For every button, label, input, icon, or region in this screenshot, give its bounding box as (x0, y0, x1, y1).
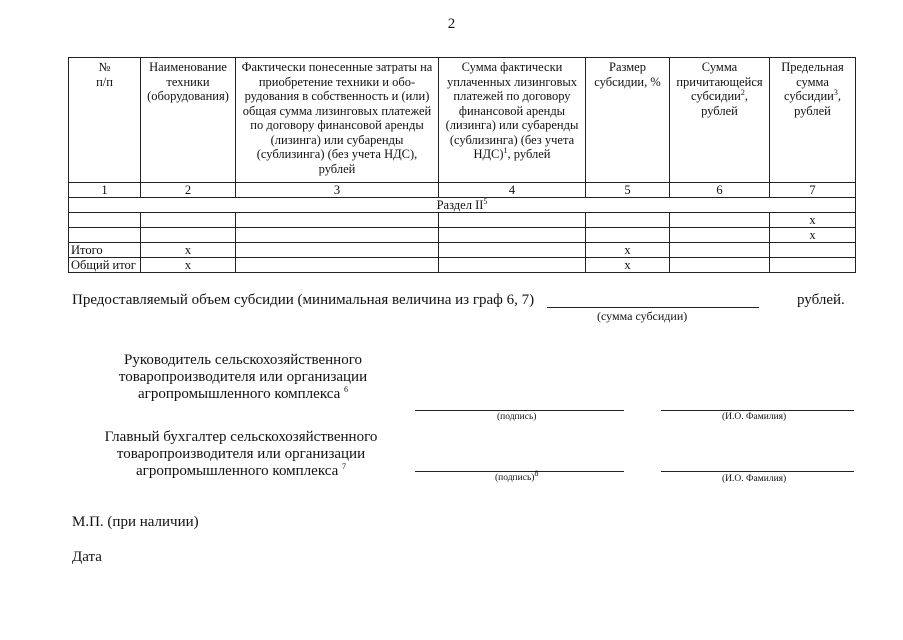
table-cell (439, 228, 586, 243)
section-label: Раздел $II^5$ (69, 198, 856, 213)
subsidy-unit: рублей. (797, 292, 845, 308)
table-row (69, 228, 856, 243)
accountant-name-field[interactable] (661, 471, 854, 472)
header-leasing-payments: Сумма фактически уплаченных лизинговых платежей по договору финансовой аренды (лизинга) или субаренды (сублизинга) (без учета НДС)$^1$, рублей (439, 58, 586, 183)
column-number: 2 (141, 183, 236, 198)
table-cell: x (770, 228, 856, 243)
table-cell (141, 228, 236, 243)
table-row (69, 213, 856, 228)
table-cell (141, 213, 236, 228)
table-cell (670, 213, 770, 228)
column-number: 7 (770, 183, 856, 198)
subsidy-table (68, 57, 856, 273)
column-numbers-row (69, 183, 856, 198)
accountant-name-caption: (И.О. Фамилия) (722, 474, 787, 484)
head-title-line: Руководитель сельскохозяйственного (124, 352, 362, 368)
accountant-signature-field[interactable] (415, 471, 624, 472)
head-name-caption: (И.О. Фамилия) (722, 412, 787, 422)
subsidy-statement: Предоставляемый объем субсидии (минимальная величина из граф 6, 7) (72, 292, 535, 308)
table-cell (69, 213, 141, 228)
head-signature-field[interactable] (415, 410, 624, 411)
header-subsidy-due: Сумма причитающейся субсидии$^2$, рублей (670, 58, 770, 183)
subsidy-amount-caption: (сумма субсидии) (597, 309, 688, 323)
table-cell (670, 243, 770, 258)
table-cell (236, 213, 439, 228)
accountant-signature-caption: (подпись)$^8$ (495, 468, 539, 483)
table-cell: x (141, 258, 236, 273)
head-signature-caption: (подпись) (497, 412, 537, 422)
header-equipment-name: Наименование техники (оборудования) (141, 58, 236, 183)
table-cell: x (141, 243, 236, 258)
column-number: 4 (439, 183, 586, 198)
head-name-field[interactable] (661, 410, 854, 411)
table-cell (69, 228, 141, 243)
table-cell (670, 228, 770, 243)
table-cell (439, 243, 586, 258)
table-cell: x (586, 243, 670, 258)
section-row (69, 198, 856, 213)
table-cell: Общий итог (69, 258, 141, 273)
accountant-title-line: Главный бухгалтер сельскохозяйственного (104, 429, 378, 445)
table-cell: x (586, 258, 670, 273)
table-row (69, 258, 856, 273)
table-cell (439, 213, 586, 228)
header-subsidy-rate: Размер субсидии, % (586, 58, 670, 183)
table-row (69, 243, 856, 258)
head-signature-title (100, 352, 386, 403)
subsidy-amount-field[interactable] (547, 307, 759, 308)
accountant-title-line: товаропроизводителя или организации (116, 446, 366, 462)
column-number: 6 (670, 183, 770, 198)
table-cell: Итого (69, 243, 141, 258)
header-number: № п/п (69, 58, 141, 183)
table-cell (236, 243, 439, 258)
accountant-signature-title (88, 429, 394, 480)
column-number: 5 (586, 183, 670, 198)
stamp-label: М.П. (при наличии) (72, 514, 199, 530)
header-actual-costs: Фактически понесенные затраты на приобретение техники и обо-рудования в собственность и (или) общая сумма лизинговых платежей по договору финансовой аренды (лизинга) или субаренды (сублизинга) (без учета НДС), рублей (236, 58, 439, 183)
table-header-row (69, 58, 856, 183)
table-cell (586, 213, 670, 228)
head-title-line: товаропроизводителя или организации (118, 369, 368, 385)
table-cell (236, 228, 439, 243)
table-cell (439, 258, 586, 273)
header-max-subsidy: Предельная сумма субсидии$^3$, рублей (770, 58, 856, 183)
table-cell (586, 228, 670, 243)
table-cell (770, 243, 856, 258)
date-label: Дата (72, 549, 102, 565)
column-number: 3 (236, 183, 439, 198)
table-cell (236, 258, 439, 273)
table-cell (770, 258, 856, 273)
column-number: 1 (69, 183, 141, 198)
table-cell (670, 258, 770, 273)
page-number: 2 (447, 16, 456, 32)
table-cell: x (770, 213, 856, 228)
head-title-line: агропромышленного комплекса $^6$ (138, 385, 348, 402)
accountant-title-line: агропромышленного комплекса $^7$ (136, 462, 346, 479)
